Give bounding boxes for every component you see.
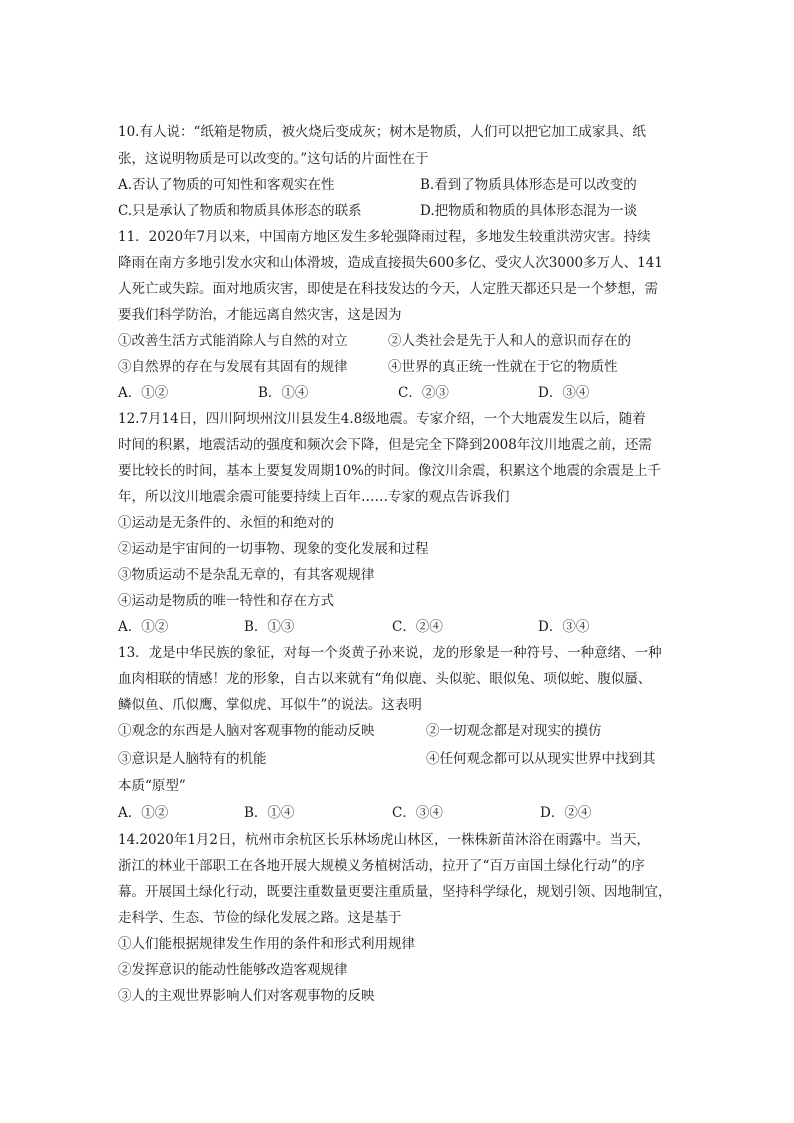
q14-statement-1: ①人们能根据规律发生作用的条件和形式利用规律	[118, 936, 415, 952]
q11-stem-line-3: 人死亡或失踪。面对地质灾害，即使是在科技发达的今天，人定胜天都还只是一个梦想，需	[118, 281, 658, 297]
q12-option-a: A．①②	[118, 619, 169, 635]
q13-statement-1: ①观念的东西是人脑对客观事物的能动反映	[118, 723, 375, 739]
q11-option-b: B．①④	[258, 385, 309, 401]
q12-statement-1: ①运动是无条件的、永恒的和绝对的	[118, 515, 334, 531]
q13-statement-2: ②一切观念都是对现实的摸仿	[426, 723, 602, 739]
q12-option-b: B．①③	[244, 619, 295, 635]
q10-stem-line-2: 张，这说明物质是可以改变的。”这句话的片面性在于	[118, 151, 429, 167]
q13-option-c: C．③④	[392, 805, 443, 821]
q11-stem-line-2: 降雨在南方多地引发水灾和山体滑坡，造成直接损失600多亿、受灾人次3000多万人、141	[118, 255, 663, 271]
q14-stem-line-3: 幕。开展国土绿化行动，既要注重数量更要注重质量，坚持科学绿化，规划引领、因地制宜，	[118, 884, 672, 900]
q11-stem-line-4: 要我们科学防治，才能远离自然灾害，这是因为	[118, 307, 402, 323]
q11-statement-2: ②人类社会是先于人和人的意识而存在的	[388, 333, 631, 349]
q14-stem-line-4: 走科学、生态、节俭的绿化发展之路。这是基于	[118, 910, 402, 926]
q11-option-a: A．①②	[118, 385, 169, 401]
q13-statement-3: ③意识是人脑特有的机能	[118, 751, 267, 767]
q12-stem-line-2: 时间的积累，地震活动的强度和频次会下降，但是完全下降到2008年汶川地震之前，还需	[118, 437, 652, 453]
q12-option-d: D．③④	[538, 619, 590, 635]
q14-statement-2: ②发挥意识的能动性能够改造客观规律	[118, 962, 348, 978]
q11-statement-3: ③自然界的存在与发展有其固有的规律	[118, 359, 348, 375]
q11-option-c: C．②③	[398, 385, 449, 401]
q12-stem-line-4: 年，所以汶川地震余震可能要持续上百年……专家的观点告诉我们	[118, 489, 510, 505]
q10-option-b: B.看到了物质具体形态是可以改变的	[420, 177, 637, 193]
q12-option-c: C．②④	[392, 619, 443, 635]
q13-option-b: B．①④	[244, 805, 295, 821]
q10-option-c: C.只是承认了物质和物质具体形态的联系	[118, 203, 362, 219]
q12-stem-line-1: 12.7月14日，四川阿坝州汶川县发生4.8级地震。专家介绍，一个大地震发生以后，随着	[118, 411, 646, 427]
q12-statement-3: ③物质运动不是杂乱无章的，有其客观规律	[118, 567, 375, 583]
q11-option-d: D．③④	[538, 385, 590, 401]
q13-option-d: D．②④	[540, 805, 592, 821]
q13-stem-line-1: 13．龙是中华民族的象征，对每一个炎黄子孙来说，龙的形象是一种符号、一种意绪、一种	[118, 645, 662, 661]
q12-statement-2: ②运动是宇宙间的一切事物、现象的变化发展和过程	[118, 541, 429, 557]
q13-stem-line-2: 血肉相联的情感！龙的形象，自古以来就有“角似鹿、头似驼、眼似兔、项似蛇、腹似蜃、	[118, 671, 652, 687]
q14-statement-3: ③人的主观世界影响人们对客观事物的反映	[118, 988, 375, 1004]
q13-stem-line-3: 鳞似鱼、爪似鹰、掌似虎、耳似牛”的说法。这表明	[118, 697, 422, 713]
q11-stem-line-1: 11．2020年7月以来，中国南方地区发生多轮强降雨过程，多地发生较重洪涝灾害。持续	[118, 229, 651, 245]
q13-option-a: A．①②	[118, 805, 169, 821]
q11-statement-4: ④世界的真正统一性就在于它的物质性	[388, 359, 618, 375]
q11-statement-1: ①改善生活方式能消除人与自然的对立	[118, 333, 348, 349]
q13-statement-4-cont: 本质“原型”	[118, 778, 186, 794]
q13-statement-4: ④任何观念都可以从现实世界中找到其	[426, 751, 656, 767]
q10-option-d: D.把物质和物质的具体形态混为一谈	[420, 203, 638, 219]
q12-stem-line-3: 要比较长的时间，基本上要复发周期10%的时间。像汶川余震，积累这个地震的余震是上千	[118, 463, 662, 479]
q10-option-a: A.否认了物质的可知性和客观实在性	[118, 177, 335, 193]
q14-stem-line-2: 浙江的林业干部职工在各地开展大规模义务植树活动，拉开了“百万亩国土绿化行动”的序	[118, 858, 645, 874]
q12-statement-4: ④运动是物质的唯一特性和存在方式	[118, 593, 334, 609]
q10-stem-line-1: 10.有人说：“纸箱是物质，被火烧后变成灰；树木是物质，人们可以把它加工成家具、纸	[118, 124, 646, 140]
q14-stem-line-1: 14.2020年1月2日，杭州市余杭区长乐林场虎山林区，一株株新苗沐浴在雨露中。当天，	[118, 832, 651, 848]
